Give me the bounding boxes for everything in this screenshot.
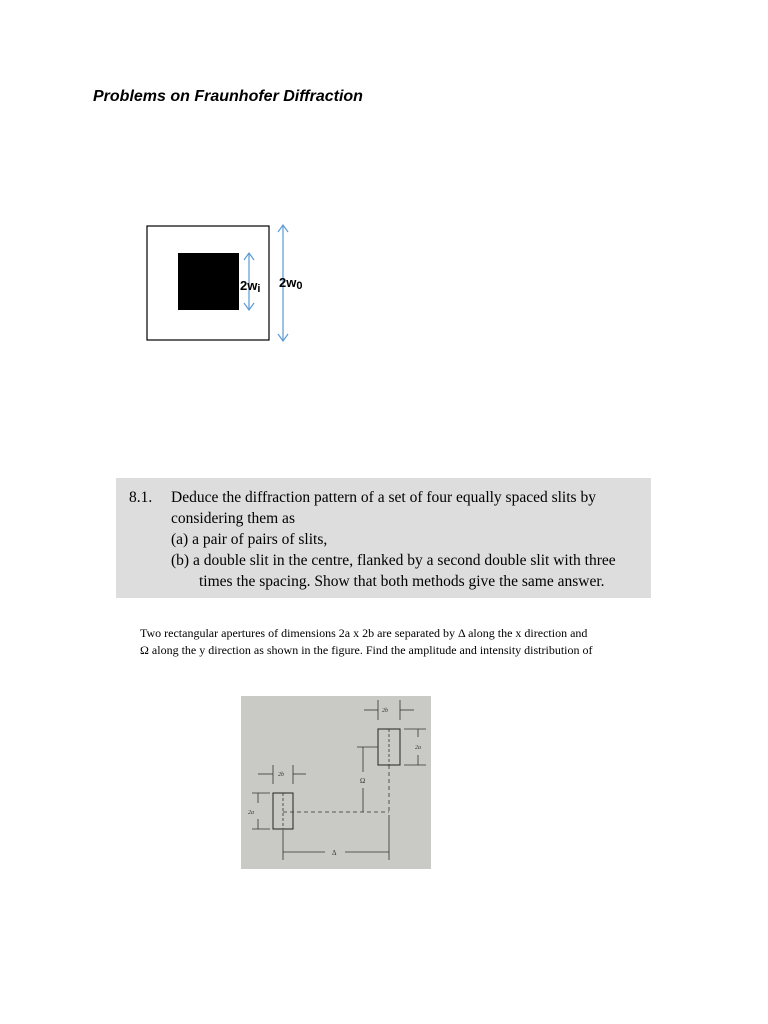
paragraph-line: Two rectangular apertures of dimensions 2a x 2b are separated by Δ along the x direction and xyxy=(140,626,588,640)
problem-box xyxy=(116,478,651,598)
paragraph-line: Ω along the y direction as shown in the figure. Find the amplitude and intensity distribution of xyxy=(140,643,593,657)
problem-line: considering them as xyxy=(171,510,295,527)
page-title: Problems on Fraunhofer Diffraction xyxy=(93,88,363,105)
problem-part-b: (b) a double slit in the centre, flanked by a second double slit with three xyxy=(171,552,616,569)
outer-width-label: $2w_0$ xyxy=(279,275,303,292)
problem-line: Deduce the diffraction pattern of a set of four equally spaced slits by xyxy=(171,489,596,506)
two-apertures-figure xyxy=(241,696,431,869)
problem-part-a: (a) a pair of pairs of slits, xyxy=(171,531,328,548)
bottom-width-label: 2b xyxy=(278,772,284,778)
inner-obstruction xyxy=(178,253,239,310)
vertical-separation-label: Ω xyxy=(360,777,366,785)
problem-number: 8.1. xyxy=(129,489,153,506)
problem-part-b-cont: times the spacing. Show that both methods give the same answer. xyxy=(199,573,605,590)
inner-width-label: $2w_i$ xyxy=(240,278,261,295)
top-height-label: 2a xyxy=(415,745,421,751)
bottom-height-label: 2a xyxy=(248,810,254,816)
problem-paragraph xyxy=(140,625,700,659)
top-width-label: 2b xyxy=(382,708,388,714)
horizontal-separation-label: Δ xyxy=(332,849,337,857)
